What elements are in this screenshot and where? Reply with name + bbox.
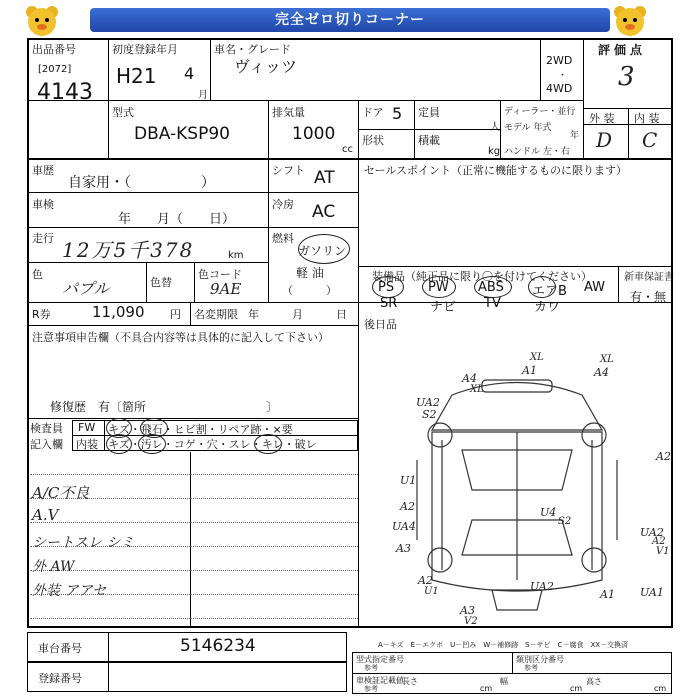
- remark-1: A/C不良: [32, 484, 90, 502]
- remark-3: シートスレ シミ: [32, 535, 135, 551]
- drive-4wd: 4WD: [546, 82, 573, 95]
- equip-navi: ナビ: [430, 300, 457, 315]
- mark-u1-left: U1: [400, 474, 417, 487]
- mark-ua2-right: UA2: [640, 526, 664, 539]
- mark-v1-right: V1: [656, 546, 670, 557]
- color-label: 色: [32, 268, 43, 281]
- dealer-model-year: モデル 年式: [504, 123, 552, 133]
- interior-label: 内 装: [634, 112, 660, 125]
- mascot-bear-left: [24, 4, 60, 38]
- mark-a1-top: A1: [522, 364, 537, 377]
- warranty-value: 有・無: [630, 290, 667, 304]
- registration-month-unit: 月: [198, 90, 208, 101]
- chassis-value: 5146234: [180, 636, 256, 656]
- capacity-label: 定員: [418, 106, 440, 119]
- after-date-label: 後日品: [364, 318, 397, 331]
- color-code: 9AE: [210, 280, 242, 298]
- banner: 完全ゼロ切りコーナー: [90, 8, 610, 32]
- dims-height-unit: cm: [654, 684, 667, 693]
- drive-2wd: 2WD: [546, 54, 573, 67]
- mark-a2-right: A2: [656, 450, 671, 463]
- chassis-label: 車台番号: [38, 642, 82, 655]
- rating-label: 評価点: [598, 43, 647, 57]
- equip-ps: PS: [378, 280, 395, 295]
- in-sure-circle: [254, 434, 282, 454]
- history-label: 車歴: [32, 164, 54, 177]
- mileage-label: 走行: [32, 232, 54, 245]
- plate-label: 登録番号: [38, 672, 82, 685]
- mark-xl-left: XL: [470, 384, 484, 395]
- dims-sub: 参考: [364, 685, 378, 693]
- car-name: ヴィッツ: [234, 57, 298, 76]
- mark-u4-roof: U4: [540, 506, 557, 519]
- doors-label: ドア: [362, 106, 384, 119]
- equip-pw: PW: [428, 280, 449, 295]
- model-label: 型式: [112, 106, 134, 119]
- dims-length-unit: cm: [480, 684, 493, 693]
- loading-unit: kg: [488, 146, 501, 157]
- inspection-value: 年 月（ 日）: [118, 212, 236, 227]
- equip-abs-circle: [474, 276, 512, 298]
- inspection-label: 車検: [32, 198, 54, 211]
- exterior-label: 外 装: [589, 112, 615, 125]
- remark-5: 外装 アアセ: [32, 583, 107, 599]
- shape-label: 形状: [362, 134, 384, 147]
- recycle-unit: 円: [170, 308, 181, 321]
- equip-airbag-circle: [528, 276, 556, 298]
- mascot-bear-right: [612, 4, 648, 38]
- displacement-unit: cc: [342, 144, 353, 155]
- displacement-label: 排気量: [272, 106, 305, 119]
- mark-xl-top: XL: [530, 352, 544, 363]
- equip-ps-circle: [372, 276, 404, 298]
- mark-ua2-rear: UA2: [530, 580, 554, 593]
- inspector-label-1: 検査員: [30, 422, 63, 435]
- type-designation-sub: 参考: [364, 664, 378, 672]
- mark-ua1-rear: UA1: [640, 586, 664, 599]
- mark-a2-rl: A2: [418, 574, 433, 587]
- warranty-label: 新車保証書: [624, 272, 674, 283]
- mileage-unit: km: [228, 250, 244, 261]
- equip-abs: ABS: [478, 280, 504, 295]
- remark-2: A.V: [32, 506, 59, 524]
- registration-era-year: H21: [116, 64, 157, 88]
- fuel-diesel: 軽 油: [296, 266, 324, 280]
- equipment-label: 装備品（純正品に限り〇を付けてください）: [372, 270, 592, 283]
- registration-label: 初度登録年月: [112, 43, 178, 56]
- color-change-label: 色替: [150, 276, 172, 289]
- drive-separator: ・: [558, 71, 568, 81]
- fuel-gasoline: ガソリン: [298, 244, 347, 258]
- equip-tv: TV: [484, 296, 501, 311]
- mileage-value: 12万5千378: [62, 238, 195, 262]
- color-code-label: 色コード: [198, 268, 242, 281]
- exterior-grade: D: [596, 128, 613, 152]
- model-value: DBA-KSP90: [134, 124, 230, 144]
- sales-point-label: セールスポイント（正常に機能するものに限ります）: [364, 164, 628, 177]
- shift-value: AT: [314, 168, 335, 188]
- color-value: パプル: [62, 279, 110, 298]
- equip-sr: SR: [380, 296, 398, 311]
- fw-items: キズ・飛石・ヒビ割・リペア跡・×要: [108, 423, 293, 436]
- category-label: 類別区分番号: [516, 655, 564, 664]
- loading-label: 積載: [418, 134, 440, 147]
- dims-label: 車検証記載値: [356, 676, 404, 685]
- dims-length: 長さ: [402, 677, 418, 686]
- lot-number: 4143: [37, 80, 93, 105]
- category-sub: 参考: [524, 664, 538, 672]
- in-kizu-circle: [106, 434, 132, 454]
- mark-ua4-left: UA4: [392, 520, 416, 533]
- interior-items: キズ・汚レ・コゲ・穴・スレ・キレ・破レ: [108, 438, 317, 451]
- mark-a4-right: A4: [594, 366, 609, 379]
- history-value: 自家用・（ ）: [68, 175, 215, 191]
- fuel-other: （ ）: [282, 284, 337, 297]
- interior-grade: C: [642, 128, 658, 152]
- mark-a3-left: A3: [396, 542, 411, 555]
- dealer-year-unit: 年: [570, 131, 580, 141]
- shift-label: シフト: [272, 164, 305, 177]
- mark-a3-rear: A3: [460, 604, 475, 617]
- registration-month: 4: [184, 64, 195, 83]
- fw-label: FW: [78, 421, 96, 434]
- mark-a2-left: A2: [400, 500, 415, 513]
- mark-ua2-front: UA2: [416, 396, 440, 409]
- lot-code: [2072]: [38, 64, 72, 75]
- fuel-gasoline-circle: [298, 234, 350, 264]
- in-yogore-circle: [138, 434, 166, 454]
- recycle-value: 11,090: [92, 303, 145, 321]
- name-change-label: 名変期限: [194, 308, 238, 321]
- capacity-unit: 人: [490, 122, 500, 133]
- ac-value: AC: [312, 202, 336, 222]
- mark-a2-rr: A2: [652, 536, 666, 547]
- equip-airbag: エアB: [532, 284, 567, 299]
- dims-width: 幅: [500, 677, 508, 686]
- mark-a1-rear: A1: [600, 588, 615, 601]
- dealer-label: ディーラー・並行: [504, 107, 576, 117]
- recycle-label: R券: [32, 308, 51, 321]
- notes-label: 注意事項申告欄（不具合内容等は具体的に記入して下さい）: [32, 331, 329, 344]
- doors-value: 5: [392, 104, 403, 123]
- equip-leather: カワ: [534, 300, 561, 315]
- type-designation-label: 型式指定番号: [356, 655, 404, 664]
- dealer-handle: ハンドル 左・右: [504, 147, 570, 157]
- displacement-value: 1000: [292, 124, 336, 144]
- mark-a4-left: A4: [462, 372, 477, 385]
- mark-u1-rl: U1: [424, 586, 439, 597]
- mark-s2-front: S2: [422, 408, 437, 421]
- rating-score: 3: [618, 62, 635, 92]
- car-name-label: 車名・グレード: [214, 43, 291, 56]
- fuel-label: 燃料: [272, 232, 294, 245]
- ac-label: 冷房: [272, 198, 294, 211]
- name-change-value: 年 月 日: [248, 308, 347, 321]
- damage-legend: A－キズ E－エクボ U－凹み W－補修跡 S－サビ C－腐食 XX－交換済: [378, 641, 629, 649]
- inspector-label-2: 記入欄: [30, 438, 63, 451]
- remark-4: 外 AW: [32, 559, 75, 575]
- mark-xl-right: XL: [600, 354, 614, 365]
- dims-width-unit: cm: [570, 684, 583, 693]
- dims-height: 高さ: [586, 677, 602, 686]
- equip-aw: AW: [584, 280, 606, 295]
- equip-pw-circle: [422, 276, 456, 298]
- repair-history: 修復歴 有〔箇所 〕: [50, 400, 279, 414]
- mark-v2-rear: V2: [464, 616, 478, 627]
- interior-inspect-label: 内装: [76, 438, 98, 451]
- lot-label: 出品番号: [32, 43, 76, 56]
- mark-s2-roof: S2: [558, 516, 572, 527]
